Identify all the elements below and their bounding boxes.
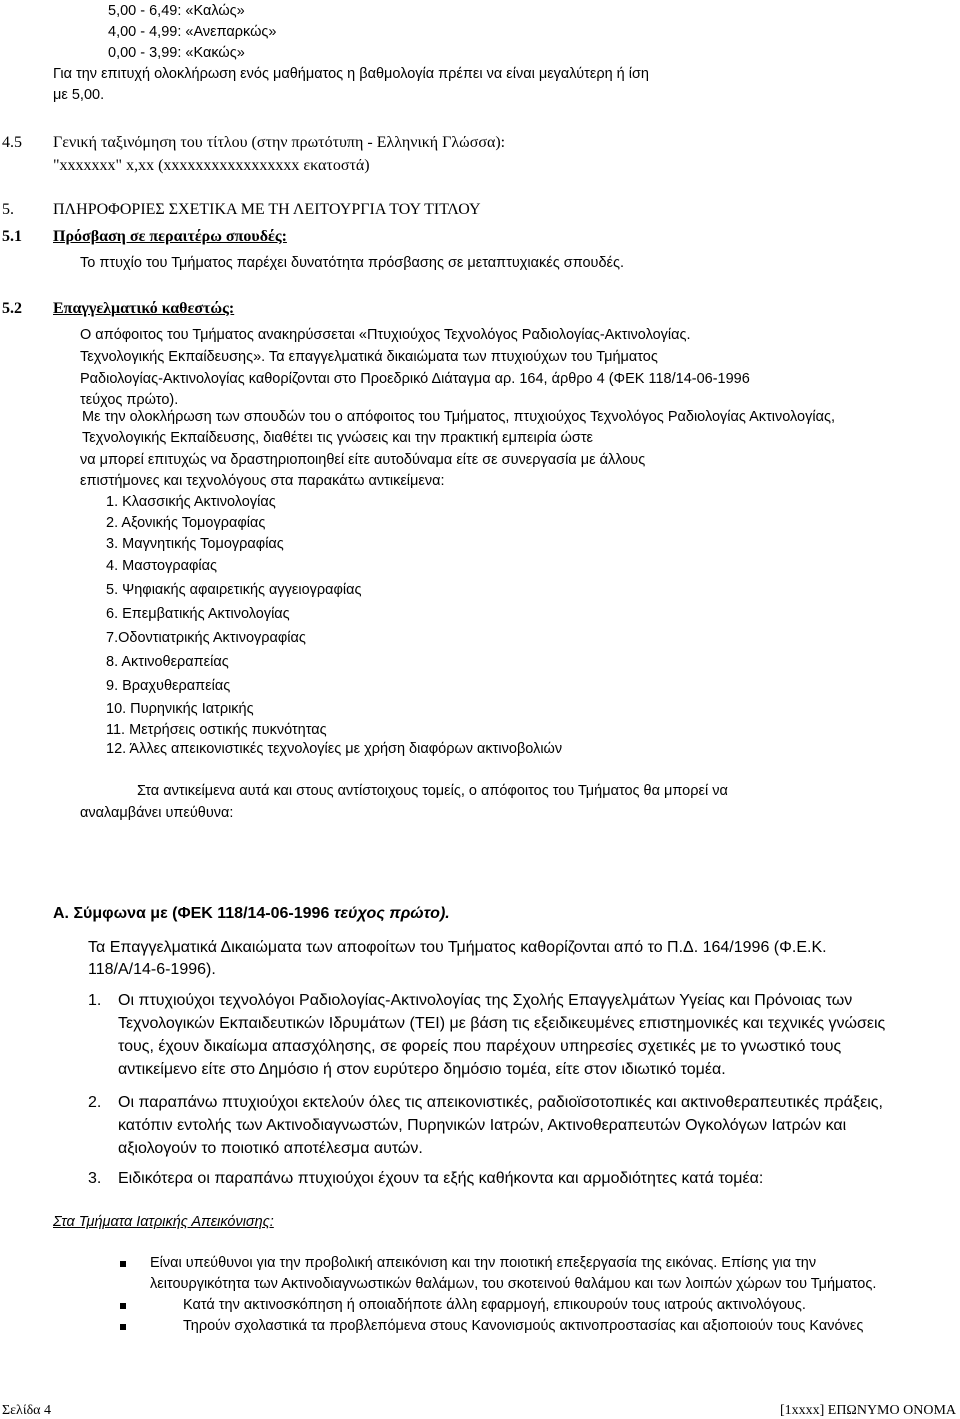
list-item: 5. Ψηφιακής αφαιρετικής αγγειογραφίας — [106, 582, 362, 598]
point-line: Τεχνολογικών Εκπαιδευτικών Ιδρυμάτων (ΤΕΙ) με βάση τις εξειδικευμένες επιστημονικές και τεχνικές γνώσεις — [118, 1015, 886, 1032]
subheading-medical-imaging: Στα Τμήματα Ιατρικής Απεικόνισης: — [53, 1214, 274, 1230]
section-4-5-classification: "xxxxxxx" x,xx (xxxxxxxxxxxxxxxxx εκατοστά) — [53, 157, 370, 174]
part-a-heading — [53, 905, 450, 923]
pass-requirement-line1: Για την επιτυχή ολοκλήρωση ενός μαθήματος η βαθμολογία πρέπει να είναι μεγαλύτερη ή ίση — [53, 66, 649, 82]
part-a-heading-italic: τεύχος πρώτο). — [333, 905, 450, 922]
paragraph-line: Ραδιολογίας-Ακτινολογίας καθορίζονται στο Προεδρικό Διάταγμα αρ. 164, άρθρο 4 (ΦΕΚ 118/14-06-1996 — [80, 371, 750, 387]
section-5-1-text: Το πτυχίο του Τμήματος παρέχει δυνατότητα πρόσβασης σε μεταπτυχιακές σπουδές. — [80, 255, 625, 271]
bullet-line: Τηρούν σχολαστικά τα προβλεπόμενα στους Κανονισμούς ακτινοπροστασίας και αξιοποιούν τους Κανόνες — [183, 1318, 864, 1334]
pass-requirement-line2: με 5,00. — [53, 87, 105, 103]
section-5-1-title: Πρόσβαση σε περαιτέρω σπουδές: — [53, 228, 287, 245]
section-5-1-number: 5.1 — [2, 228, 22, 245]
paragraph-line: επιστήμονες και τεχνολόγους στα παρακάτω αντικείμενα: — [80, 473, 445, 489]
bullet-marker — [120, 1261, 126, 1267]
footer-student-name: [1xxxx] ΕΠΩΝΥΜΟ ΟΝΟΜΑ — [779, 1403, 956, 1418]
list-item: 4. Μαστογραφίας — [106, 558, 217, 574]
paragraph-line: τεύχος πρώτο). — [80, 392, 179, 408]
point-line: αξιολογούν το ποιοτικό αποτέλεσμα αυτών. — [118, 1140, 423, 1157]
grade-scale-3: 0,00 - 3,99: «Κακώς» — [108, 45, 245, 61]
closing-line: αναλαμβάνει υπεύθυνα: — [80, 805, 234, 821]
paragraph-line: Με την ολοκλήρωση των σπουδών του ο απόφοιτος του Τμήματος, πτυχιούχος Τεχνολόγος Ραδιολογίας Ακτινολογίας, — [82, 409, 835, 425]
section-5-title: ΠΛΗΡΟΦΟΡΙΕΣ ΣΧΕΤΙΚΑ ΜΕ ΤΗ ΛΕΙΤΟΥΡΓΙΑ ΤΟΥ ΤΙΤΛΟΥ — [53, 201, 481, 218]
point-number: 1. — [88, 992, 102, 1009]
list-item: 11. Μετρήσεις οστικής πυκνότητας — [106, 722, 327, 738]
footer-page-number: Σελίδα 4 — [2, 1403, 52, 1418]
part-a-intro-line: 118/Α/14-6-1996). — [88, 961, 216, 978]
paragraph-line: Τεχνολογικής Εκπαίδευσης». Τα επαγγελματικά δικαιώματα των πτυχιούχων του Τμήματος — [80, 349, 658, 365]
grade-scale-2: 4,00 - 4,99: «Ανεπαρκώς» — [108, 24, 277, 40]
list-item: 1. Κλασσικής Ακτινολογίας — [106, 494, 276, 510]
section-5-2-title: Επαγγελματικό καθεστώς: — [53, 300, 235, 317]
section-4-5-number: 4.5 — [2, 134, 22, 151]
list-item: 9. Βραχυθεραπείας — [106, 678, 231, 694]
part-a-heading-prefix: Α. Σύμφωνα με (ΦΕΚ 118/14-06-1996 — [53, 905, 334, 922]
list-item: 3. Μαγνητικής Τομογραφίας — [106, 536, 284, 552]
point-number: 2. — [88, 1094, 102, 1111]
point-line: αντικείμενο είτε στο Δημόσιο ή στον ευρύτερο δημόσιο τομέα, είτε στον ιδιωτικό τομέα. — [118, 1061, 726, 1078]
point-number: 3. — [88, 1170, 102, 1187]
list-item: 10. Πυρηνικής Ιατρικής — [106, 701, 254, 717]
paragraph-line: Ο απόφοιτος του Τμήματος ανακηρύσσεται «Πτυχιούχος Τεχνολόγος Ραδιολογίας-Ακτινολογίας. — [80, 327, 691, 343]
point-line: Ειδικότερα οι παραπάνω πτυχιούχοι έχουν τα εξής καθήκοντα και αρμοδιότητες κατά τομέα: — [118, 1170, 764, 1187]
paragraph-line: να μπορεί επιτυχώς να δραστηριοποιηθεί είτε αυτοδύναμα είτε σε συνεργασία με άλλους — [80, 452, 646, 468]
section-5-2-number: 5.2 — [2, 300, 22, 317]
paragraph-line: Τεχνολογικής Εκπαίδευσης, διαθέτει τις γνώσεις και την πρακτική εμπειρία ώστε — [82, 430, 594, 446]
list-item: 6. Επεμβατικής Ακτινολογίας — [106, 606, 290, 622]
bullet-marker — [120, 1303, 126, 1309]
closing-line: Στα αντικείμενα αυτά και στους αντίστοιχους τομείς, ο απόφοιτος του Τμήματος θα μπορεί να — [137, 783, 728, 799]
list-item: 7.Οδοντιατρικής Ακτινογραφίας — [106, 630, 306, 646]
bullet-line: Κατά την ακτινοσκόπηση ή οποιαδήποτε άλλη εφαρμογή, επικουρούν τους ιατρούς ακτινολόγους. — [183, 1297, 806, 1313]
section-5-number: 5. — [2, 201, 14, 218]
section-4-5-title: Γενική ταξινόμηση του τίτλου (στην πρωτότυπη - Ελληνική Γλώσσα): — [53, 134, 506, 151]
bullet-line: λειτουργικότητα των Ακτινοδιαγνωστικών θαλάμων, του σκοτεινού θαλάμου και των λοιπών χώρων του Τμήματος. — [150, 1276, 877, 1292]
part-a-intro-line: Τα Επαγγελματικά Δικαιώματα των αποφοίτων του Τμήματος καθορίζονται από το Π.Δ. 164/1996 (Φ.Ε.Κ. — [88, 939, 827, 956]
point-line: Οι πτυχιούχοι τεχνολόγοι Ραδιολογίας-Ακτινολογίας της Σχολής Επαγγελμάτων Υγείας και Πρόνοιας των — [118, 992, 853, 1009]
point-line: Οι παραπάνω πτυχιούχοι εκτελούν όλες τις απεικονιστικές, ραδιοϊσοτοπικές και ακτινοθεραπευτικές πράξεις, — [118, 1094, 883, 1111]
point-line: τους, έχουν δικαίωμα απασχόλησης, σε φορείς που παρέχουν υπηρεσίες σχετικές με το γνωστικό τους — [118, 1038, 842, 1055]
list-item: 8. Ακτινοθεραπείας — [106, 654, 229, 670]
list-item: 12. Άλλες απεικονιστικές τεχνολογίες με χρήση διαφόρων ακτινοβολιών — [106, 741, 563, 757]
list-item: 2. Αξονικής Τομογραφίας — [106, 515, 266, 531]
bullet-line: Είναι υπεύθυνοι για την προβολική απεικόνιση και την ποιοτική επεξεργασία της εικόνας. Επίσης για την — [150, 1255, 817, 1271]
grade-scale-1: 5,00 - 6,49: «Καλώς» — [108, 3, 245, 19]
point-line: κατόπιν εντολής των Ακτινοδιαγνωστών, Πυρηνικών Ιατρών, Ακτινοθεραπευτών Ογκολόγων Ιατρών και — [118, 1117, 847, 1134]
bullet-marker — [120, 1324, 126, 1330]
